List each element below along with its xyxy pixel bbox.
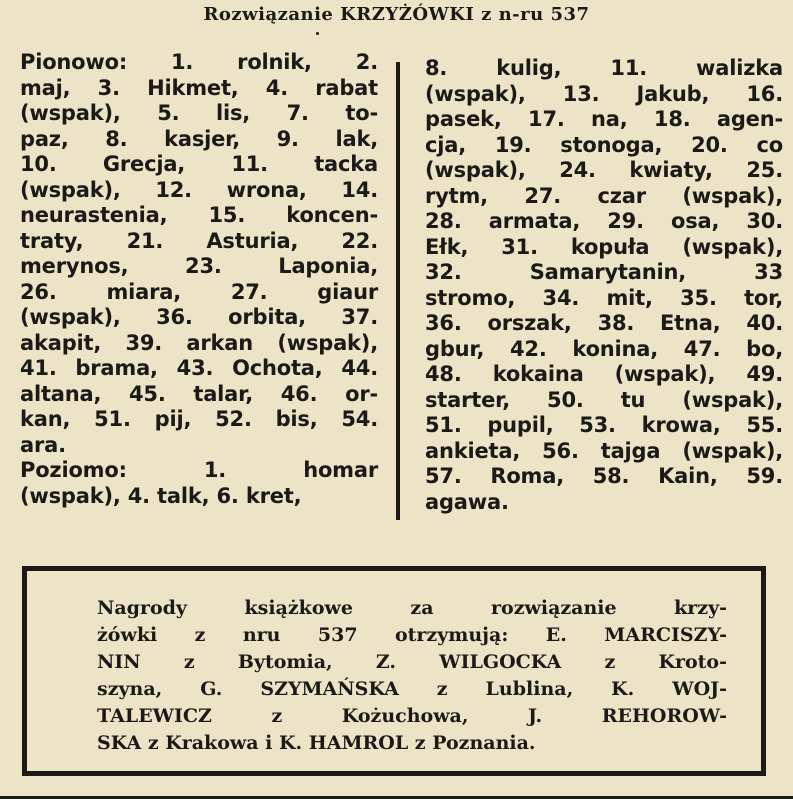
solution-line: Pionowo: 1. rolnik, 2.	[20, 50, 378, 74]
solution-line: 26. miara, 27. giaur	[20, 279, 378, 304]
solution-line: 28. armata, 29. osa, 30.	[425, 209, 783, 233]
solution-line: 51. pupil, 53. krowa, 55.	[425, 413, 783, 437]
solution-line: cja, 19. stonoga, 20. co	[425, 132, 783, 157]
solution-line: agawa.	[425, 489, 509, 514]
solution-line: (wspak), 13. Jakub, 16.	[425, 81, 783, 106]
solution-line: (wspak), 5. lis, 7. to-	[20, 101, 378, 125]
solution-line: pasek, 17. na, 18. agen-	[425, 107, 783, 131]
solution-line: (wspak), 36. orbita, 37.	[20, 305, 378, 329]
solution-line: 32. Samarytanin, 33	[425, 260, 783, 284]
prize-line: SKA z Krakowa i K. HAMROL z Poznania.	[97, 732, 536, 754]
solution-line: stromo, 34. mit, 35. tor,	[425, 285, 783, 310]
solution-line: ara.	[20, 432, 66, 457]
prize-line: Nagrody książkowe za rozwiązanie krzy-	[97, 597, 727, 619]
solution-line: 48. kokaina (wspak), 49.	[425, 362, 783, 386]
page-title: Rozwiązanie KRZYŻÓWKI z n-ru 537	[203, 4, 590, 25]
prize-announcement-box	[22, 566, 766, 776]
prize-text	[97, 595, 727, 757]
solution-line: merynos, 23. Laponia,	[20, 254, 378, 278]
prize-line: TALEWICZ z Kożuchowa, J. REHOROW-	[97, 705, 727, 727]
solution-line: kan, 51. pij, 52. bis, 54.	[20, 407, 378, 431]
solution-line: akapit, 39. arkan (wspak),	[20, 330, 378, 355]
solution-line: altana, 45. talar, 46. or-	[20, 381, 378, 406]
solution-line: 41. brama, 43. Ochota, 44.	[20, 356, 378, 380]
solution-line: rytm, 27. czar (wspak),	[425, 183, 783, 208]
solution-line: starter, 50. tu (wspak),	[425, 387, 783, 412]
solution-line: 57. Roma, 58. Kain, 59.	[425, 464, 783, 488]
solution-line: traty, 21. Asturia, 22.	[20, 228, 378, 253]
prize-line: żówki z nru 537 otrzymują: E. MARCISZY-	[97, 624, 727, 646]
solution-line: (wspak), 24. kwiaty, 25.	[425, 158, 783, 182]
solution-left-column	[20, 50, 378, 509]
prize-line: szyna, G. SZYMAŃSKA z Lublina, K. WOJ-	[97, 678, 727, 700]
solution-line: Poziomo: 1. homar	[20, 458, 378, 482]
solution-line: gbur, 42. konina, 47. bo,	[425, 336, 783, 361]
solution-line: maj, 3. Hikmet, 4. rabat	[20, 75, 378, 100]
solution-line: Ełk, 31. kopuła (wspak),	[425, 234, 783, 259]
solution-line: neurastenia, 15. koncen-	[20, 203, 378, 227]
solution-right-column	[425, 56, 783, 515]
solution-line: (wspak), 4. talk, 6. kret,	[20, 483, 302, 508]
solution-line: 36. orszak, 38. Etna, 40.	[425, 311, 783, 335]
solution-line: 10. Grecja, 11. tacka	[20, 152, 378, 176]
column-divider	[396, 62, 400, 520]
solution-line: (wspak), 12. wrona, 14.	[20, 177, 378, 202]
solution-line: ankieta, 56. tajga (wspak),	[425, 438, 783, 463]
prize-line: NIN z Bytomia, Z. WILGOCKA z Kroto-	[97, 651, 727, 673]
ornament-dot	[316, 32, 319, 35]
solution-line: 8. kulig, 11. walizka	[425, 56, 783, 80]
solution-line: paz, 8. kasjer, 9. lak,	[20, 126, 378, 151]
